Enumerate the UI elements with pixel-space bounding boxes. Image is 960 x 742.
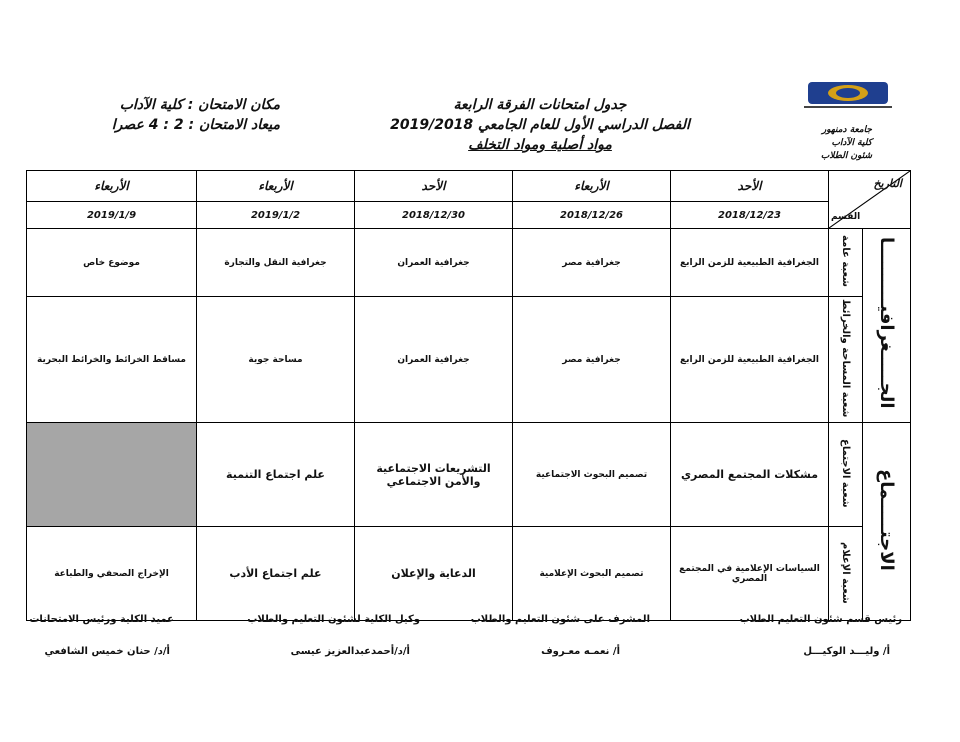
- signature-name: أ/ وليـــد الوكيـــل: [803, 646, 890, 657]
- department-name: شئون الطلاب: [820, 151, 872, 161]
- division-sociology: [829, 423, 863, 527]
- division-media: [829, 527, 863, 621]
- title-line-1: جدول امتحانات الفرقة الرابعة: [453, 97, 627, 113]
- section-label: الاجتـــــماع: [876, 468, 897, 571]
- exam-cell: جغرافية مصر: [513, 229, 671, 297]
- day-header: الأحد: [671, 171, 829, 202]
- division-label: شعبة الإعلام: [840, 541, 851, 604]
- exam-cell: جغرافية العمران: [355, 229, 513, 297]
- exam-cell: الدعاية والإعلان: [355, 527, 513, 621]
- empty-exam-cell: [27, 423, 197, 527]
- title-line-2: الفصل الدراسي الأول للعام الجامعي 2019/2018: [390, 117, 690, 133]
- exam-cell: جغرافية مصر: [513, 297, 671, 423]
- exam-cell: موضوع خاص: [27, 229, 197, 297]
- exam-cell: علم اجتماع الأدب: [197, 527, 355, 621]
- signature-name: أ/د/ حنان خميس الشافعي: [44, 646, 170, 657]
- exam-info: [80, 95, 280, 135]
- signature-name: أ/د/أحمدعبدالعزيز عيسى: [290, 646, 410, 657]
- exam-cell: التشريعات الاجتماعية والأمن الاجتماعي: [355, 423, 513, 527]
- exam-cell: مشكلات المجتمع المصري: [671, 423, 829, 527]
- division-label: شعبة الاجتماع: [840, 439, 851, 508]
- signature-role: رئيس قسم شئون التعليم الطلاب: [739, 614, 902, 625]
- corner-dept-label: القسم: [831, 212, 861, 222]
- date-header: 2018/12/23: [671, 202, 829, 229]
- division-label: شعبة المساحة والخرائط: [840, 299, 851, 418]
- exam-schedule-table: [26, 170, 911, 621]
- date-header: 2019/1/2: [197, 202, 355, 229]
- section-geography: [863, 229, 911, 423]
- date-header: 2018/12/26: [513, 202, 671, 229]
- exam-time: ميعاد الامتحان : 2 : 4 عصرا: [111, 117, 280, 133]
- exam-cell: علم اجتماع التنمية: [197, 423, 355, 527]
- exam-cell: الجغرافية الطبيعية للزمن الرابع: [671, 229, 829, 297]
- exam-cell: تصميم البحوث الاجتماعية: [513, 423, 671, 527]
- day-header: الأحد: [355, 171, 513, 202]
- division-survey: [829, 297, 863, 423]
- division-label: شعبة عامة: [840, 235, 851, 287]
- date-header: 2019/1/9: [27, 202, 197, 229]
- signature-role: وكيل الكلية لشئون التعليم والطلاب: [247, 614, 420, 625]
- university-logo: [802, 80, 894, 110]
- exam-cell: السياسات الإعلامية في المجتمع المصري: [671, 527, 829, 621]
- exam-cell: جغرافية النقل والتجارة: [197, 229, 355, 297]
- faculty-name: كلية الآداب: [831, 138, 872, 148]
- date-header: 2018/12/30: [355, 202, 513, 229]
- day-header: الأربعاء: [197, 171, 355, 202]
- exam-place: مكان الامتحان : كلية الآداب: [119, 97, 280, 113]
- document-title: [370, 95, 710, 155]
- corner-date-label: التاريخ: [873, 177, 902, 190]
- division-general: [829, 229, 863, 297]
- exam-cell: الجغرافية الطبيعية للزمن الرابع: [671, 297, 829, 423]
- exam-cell: مساقط الخرائط والخرائط البحرية: [27, 297, 197, 423]
- university-name: جامعة دمنهور: [821, 125, 872, 135]
- university-block: [821, 124, 872, 163]
- day-header: الأربعاء: [513, 171, 671, 202]
- signature-role: المشرف على شئون التعليم والطلاب: [470, 614, 650, 625]
- exam-cell: تصميم البحوث الإعلامية: [513, 527, 671, 621]
- corner-header: [829, 171, 911, 229]
- section-label: الجـــــغرافيــــــــــا: [876, 237, 897, 409]
- signature-name: أ/ نعمـه معـروف: [541, 646, 620, 657]
- exam-cell: جغرافية العمران: [355, 297, 513, 423]
- section-sociology: [863, 423, 911, 621]
- exam-cell: الإخراج الصحفي والطباعة: [27, 527, 197, 621]
- title-line-3: مواد أصلية ومواد التخلف: [468, 137, 612, 153]
- day-header: الأربعاء: [27, 171, 197, 202]
- signature-role: عميد الكلية ورئيس الامتحانات: [29, 614, 174, 625]
- exam-cell: مساحة جوية: [197, 297, 355, 423]
